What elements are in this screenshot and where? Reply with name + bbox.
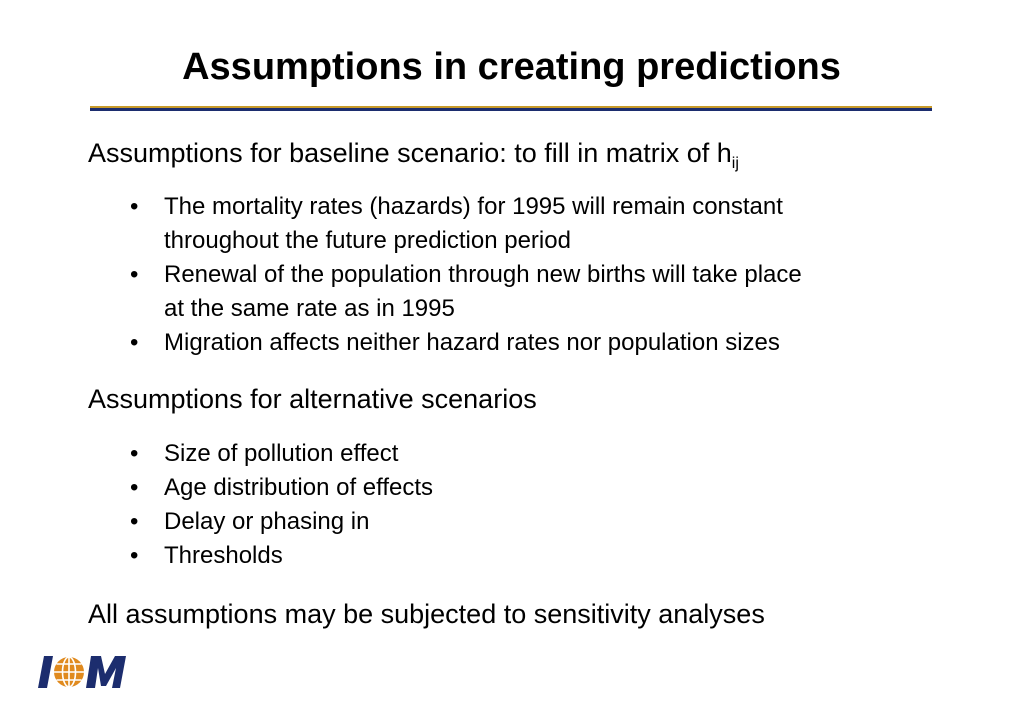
logo-letter-m [86,656,126,688]
bullet-text-line: Migration affects neither hazard rates nor population sizes [164,329,780,356]
list-item [128,437,948,471]
bullet-glyph: • [130,261,139,288]
bullet-glyph: • [130,329,139,356]
list-item [128,258,948,326]
alternative-heading: Assumptions for alternative scenarios [88,384,537,414]
bullet-glyph: • [130,193,139,220]
bullet-text-line: Size of pollution effect [164,440,399,467]
bullet-text-line: Renewal of the population through new births will take place [164,261,802,288]
baseline-heading [88,136,739,170]
bullet-text-line: Delay or phasing in [164,508,370,535]
sensitivity-statement: All assumptions may be subjected to sensitivity analyses [88,599,765,629]
list-item [128,326,948,360]
baseline-bullet-list [128,190,948,360]
globe-icon [54,657,84,687]
slide-title: Assumptions in creating predictions [182,46,841,88]
list-item [128,539,948,573]
title-divider [90,106,932,111]
bullet-text-line: Age distribution of effects [164,474,434,501]
bullet-text-line: throughout the future prediction period [164,227,571,254]
bullet-glyph: • [130,440,139,467]
baseline-heading-subscript: ij [731,155,739,172]
baseline-heading-text: Assumptions for baseline scenario: to fill in matrix of h [88,138,732,168]
bullet-glyph: • [130,542,139,569]
bullet-text-line: The mortality rates (hazards) for 1995 will remain constant [164,193,783,220]
iom-logo [38,652,128,692]
bullet-glyph: • [130,508,139,535]
alternative-bullet-list [128,437,948,573]
list-item [128,505,948,539]
bullet-glyph: • [130,474,139,501]
logo-letter-i [38,656,53,688]
list-item [128,190,948,258]
bullet-text-line: Thresholds [164,542,283,569]
list-item [128,471,948,505]
bullet-text-line: at the same rate as in 1995 [164,295,455,322]
